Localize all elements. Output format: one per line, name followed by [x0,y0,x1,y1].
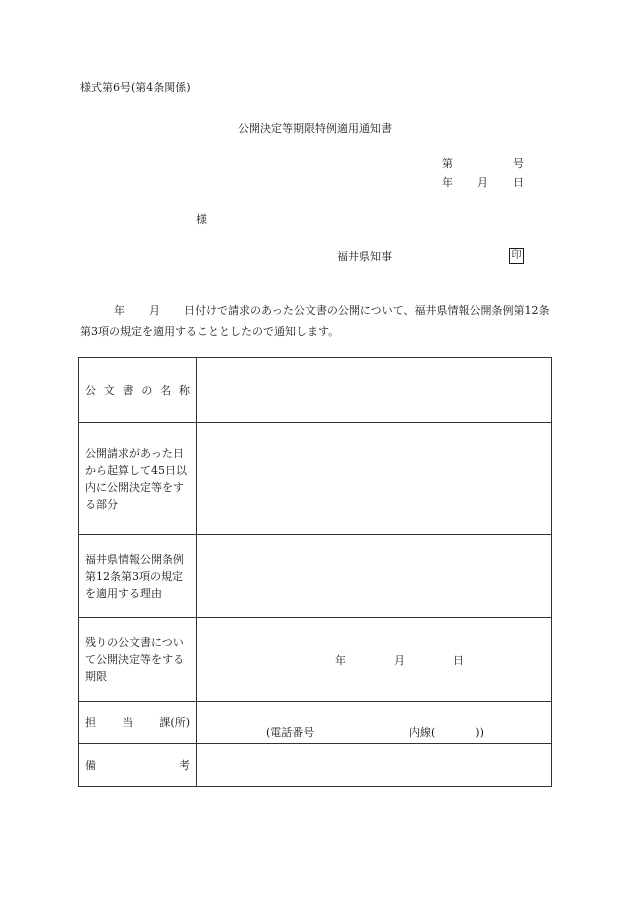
addressee-honorific: 様 [196,213,207,226]
table-row-within-45-days [79,423,552,535]
remarks-label: 備 考 [79,744,197,787]
reason-value[interactable] [197,535,552,618]
remaining-deadline-label: 残りの公文書について公開決定等をする期限 [79,618,197,702]
issue-date-year: 年 [442,176,453,189]
table-row-document-name [79,358,552,423]
document-name-label: 公 文 書 の 名 称 [79,358,197,423]
remarks-value[interactable] [197,744,552,787]
document-title: 公開決定等期限特例適用通知書 [238,122,392,135]
notice-body [80,300,552,342]
remaining-deadline-value[interactable] [197,618,552,702]
form-number-label: 様式第6号(第4条関係) [80,81,191,94]
issue-date-month: 月 [477,176,488,189]
body-month: 月 [149,304,160,317]
body-text: 日付けで請求のあった公文書の公開について、福井県情報公開条例第12条第3項の規定を適用することとしたので通知します。 [80,304,550,338]
within-45-days-label: 公開請求があった日から起算して45日以内に公開決定等をする部分 [79,423,197,535]
seal-stamp: 印 [509,248,524,264]
table-row-reason [79,535,552,618]
deadline-month: 月 [394,653,405,667]
department-value[interactable] [197,702,552,744]
document-name-value[interactable] [197,358,552,423]
table-row-department [79,702,552,744]
document-number-prefix: 第 [442,157,453,170]
issuer-name: 福井県知事 [337,250,392,263]
table-row-deadline [79,618,552,702]
body-year: 年 [114,304,125,317]
issue-date-day: 日 [513,176,524,189]
reason-label: 福井県情報公開条例第12条第3項の規定を適用する理由 [79,535,197,618]
department-label: 担 当 課(所) [79,702,197,744]
extension-label: 内線( )) [409,726,484,739]
table-row-remarks [79,744,552,787]
notice-table [78,357,552,787]
deadline-day: 日 [453,653,464,667]
within-45-days-value[interactable] [197,423,552,535]
deadline-year: 年 [335,653,346,667]
document-number-suffix: 号 [513,157,524,170]
phone-number-label: (電話番号 [266,726,315,739]
